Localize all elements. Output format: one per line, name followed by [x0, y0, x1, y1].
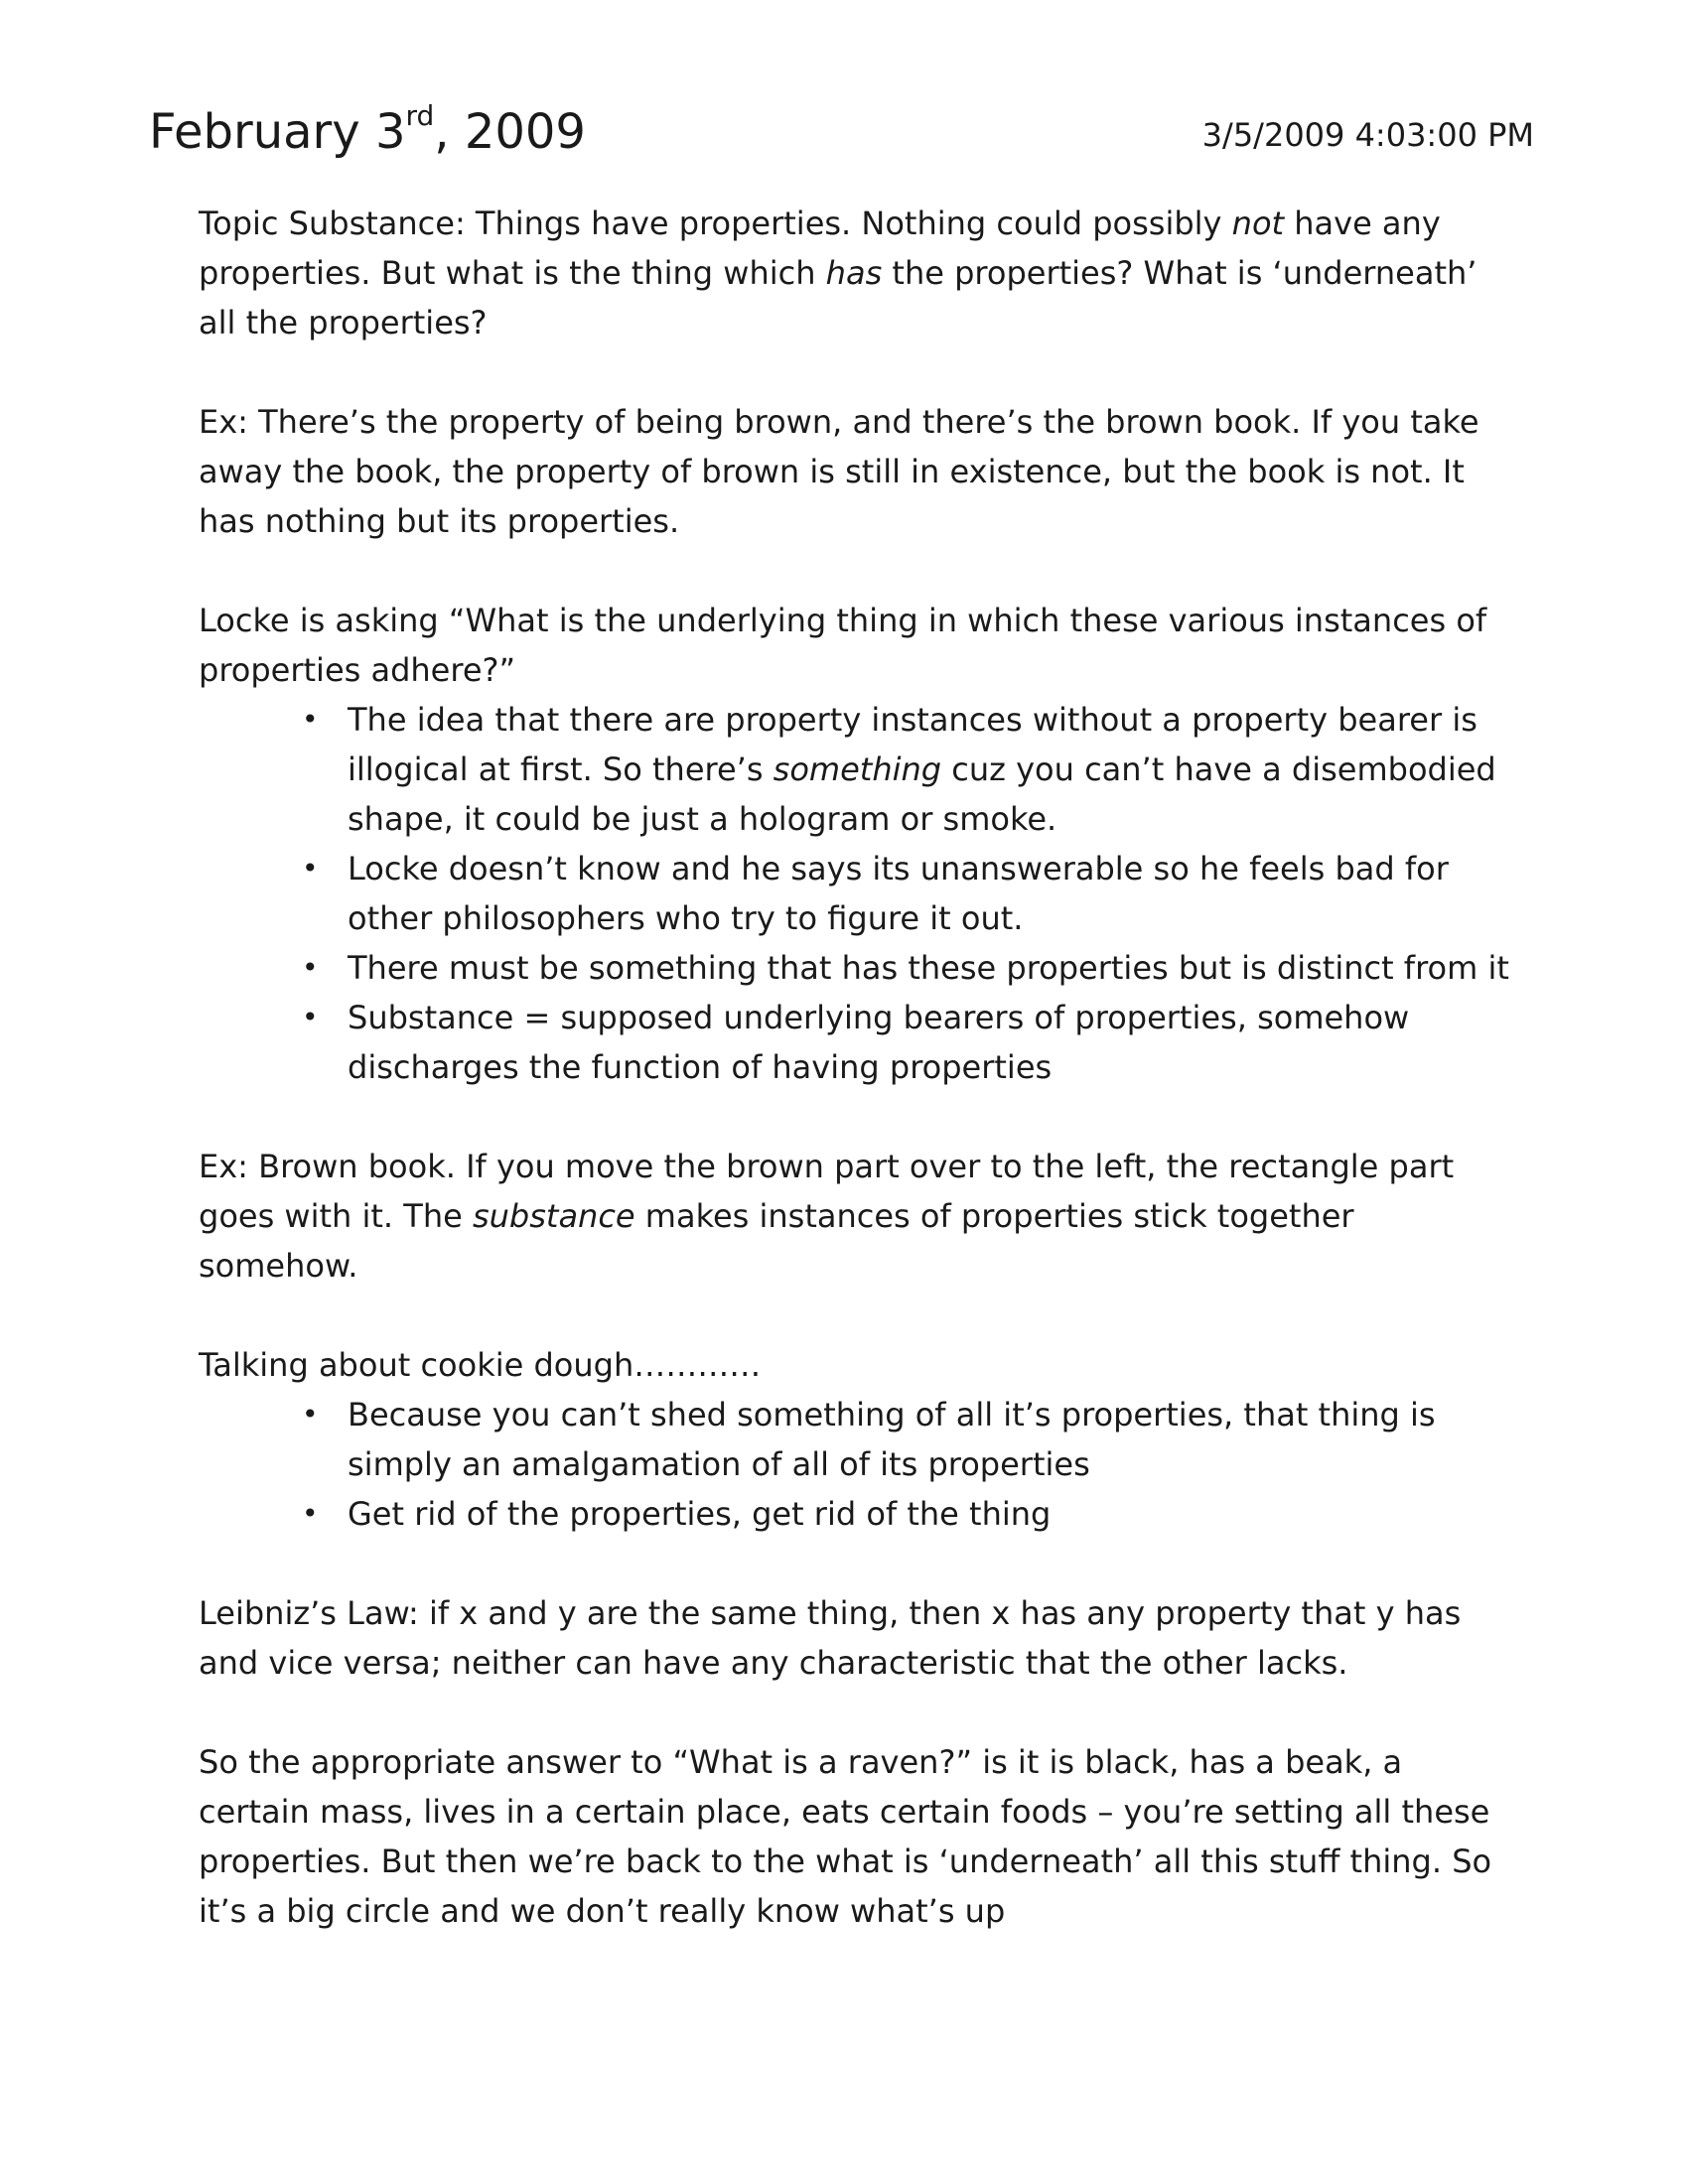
emphasis-text: has [825, 254, 883, 292]
text-run: Substance = supposed underlying bearers of properties, somehow discharges the function of having properties [348, 999, 1410, 1086]
list-item [199, 695, 1509, 844]
text-run: Because you can’t shed something of all it’s properties, that thing is simply an amalgamation of all of its properties [348, 1396, 1436, 1483]
paragraph-substance [199, 1142, 1509, 1291]
title-year: , 2009 [434, 104, 586, 160]
bullet-icon: • [302, 1497, 319, 1530]
list-item [199, 943, 1509, 993]
list-item [199, 1390, 1509, 1489]
paragraph-topic [199, 199, 1509, 347]
locke-bullet-list [199, 695, 1509, 1092]
paragraph-locke: Locke is asking “What is the underlying thing in which these various instances of properties adhere?” [199, 602, 1487, 689]
text-run: Topic Substance: Things have properties. Nothing could possibly [199, 205, 1232, 242]
bullet-icon: • [302, 951, 319, 984]
text-run: Get rid of the properties, get rid of the thing [348, 1495, 1052, 1533]
text-run: the properties? What is ‘underneath’ all the properties? [199, 254, 1477, 341]
paragraph-brown-book: Ex: There’s the property of being brown, and there’s the brown book. If you take away the book, the property of brown is still in existence, but the book is not. It has nothing but its properties. [199, 403, 1479, 540]
title-main: February 3 [149, 104, 406, 160]
text-run: Locke doesn’t know and he says its unanswerable so he feels bad for other philosophers who try to figure it out. [348, 850, 1449, 937]
bullet-icon: • [302, 852, 319, 885]
emphasis-text: something [773, 751, 942, 788]
text-run: There must be something that has these properties but is distinct from it [348, 949, 1509, 987]
cookie-bullet-list [199, 1390, 1509, 1539]
emphasis-text: substance [472, 1197, 635, 1235]
page-header [149, 97, 1534, 167]
document-body [199, 199, 1509, 1985]
bullet-icon: • [302, 1398, 319, 1431]
paragraph-raven: So the appropriate answer to “What is a raven?” is it is black, has a beak, a certain mass, lives in a certain place, eats certain foods – you’re setting all these properties. But then we’re back to the what is ‘underneath’ all this stuff thing. So it’s a big circle and we don’t really know what’s up [199, 1743, 1492, 1930]
page-title [149, 97, 586, 167]
paragraph-cookie-dough: Talking about cookie dough………… [199, 1346, 762, 1384]
title-ordinal: rd [405, 99, 435, 132]
list-item [199, 844, 1509, 943]
list-item [199, 993, 1509, 1092]
emphasis-text: not [1231, 205, 1285, 242]
paragraph-leibniz-law: Leibniz’s Law: if x and y are the same thing, then x has any property that y has and vice versa; neither can have any characteristic that the other lacks. [199, 1594, 1462, 1682]
text-run: have any properties. But what is the thing which [199, 205, 1441, 292]
list-item [199, 1489, 1509, 1539]
timestamp: 3/5/2009 4:03:00 PM [1201, 116, 1534, 154]
bullet-icon: • [302, 1001, 319, 1033]
text-run: Ex: Brown book. If you move the brown part over to the left, the rectangle part goes with it. The [199, 1148, 1455, 1235]
text-run: cuz you can’t have a disembodied shape, it could be just a hologram or smoke. [348, 751, 1496, 838]
bullet-icon: • [302, 703, 319, 736]
text-run: makes instances of properties stick together somehow. [199, 1197, 1354, 1285]
text-run: The idea that there are property instances without a property bearer is illogical at first. So there’s [348, 701, 1477, 788]
